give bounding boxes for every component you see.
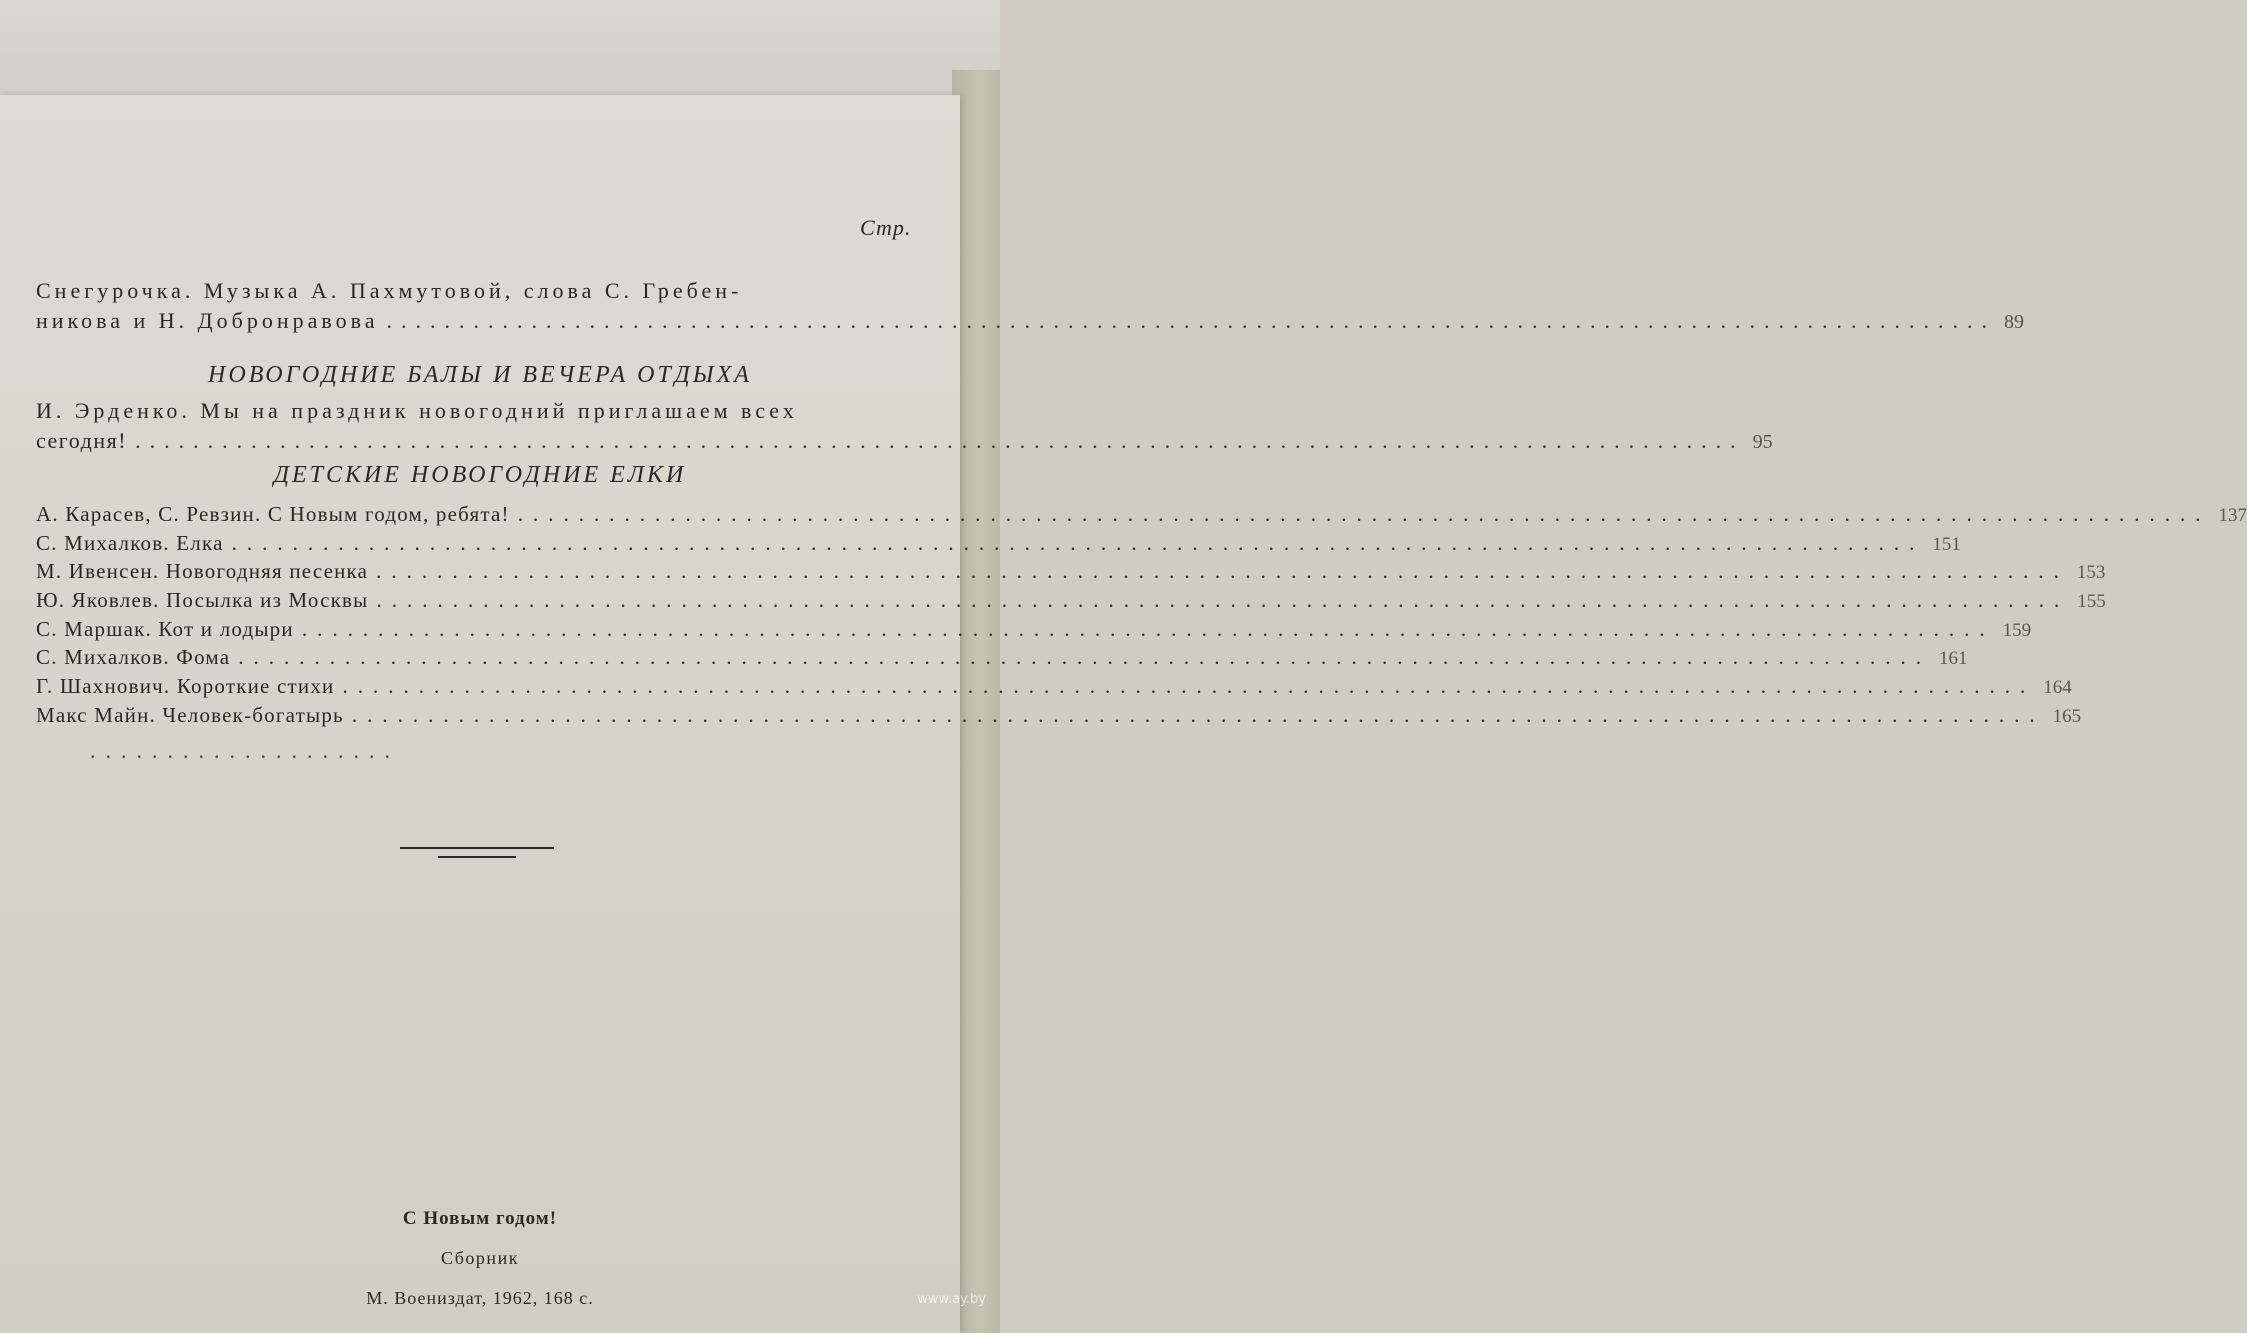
toc-row [36,502,2247,531]
toc-row [36,559,2106,588]
dot-leader [342,674,2035,699]
toc-row-title: С. Маршак. Кот и лодыри [36,616,294,641]
toc-row-page: 164 [2043,677,2072,699]
dot-leader [518,502,2211,527]
toc-row-title: А. Карасев, С. Ревзин. С Новым годом, ребята! [36,502,510,526]
toc-list [36,502,2247,732]
toc-row-page: 151 [1932,533,1961,555]
toc-row-title: Макс Майн. Человек-богатырь [36,702,344,727]
toc-row-page: 155 [2077,591,2106,613]
toc-row-page: 137 [2218,505,2247,526]
toc-row-page: 159 [2002,619,2032,641]
toc-row [36,530,1961,560]
colophon-subtitle: Сборник [441,1248,519,1268]
toc-row [36,702,2082,732]
toc-entry-page: 89 [2003,311,2024,333]
dot-leader [302,617,1995,642]
dot-leader [238,645,1931,670]
toc-entry-snegurochka [36,278,2024,338]
toc-entry-title-line2: сегодня! [36,428,128,453]
dot-leader [135,428,1745,454]
toc-entry-title-line2: никова и Н. Добронравова [36,308,379,333]
section-heading-balls: НОВОГОДНИЕ БАЛЫ И ВЕЧЕРА ОТДЫХА [208,362,752,388]
toc-row-title: С. Михалков. Елка [36,530,224,555]
divider-line [400,847,554,849]
dot-leader [376,559,2069,584]
toc-entry-page: 95 [1752,431,1773,453]
colophon-title: С Новым годом! [402,1208,558,1229]
page-column-header: Стр. [860,215,912,240]
toc-entry-title-line1: И. Эрденко. Мы на праздник новогодний приглашаем всех [36,398,798,423]
divider-line [438,856,516,858]
toc-row [36,588,2106,617]
dot-leader [352,703,2045,728]
toc-row [36,645,1968,674]
dot-leader [232,531,1925,556]
toc-row-title: Г. Шахнович. Короткие стихи [36,674,335,699]
colophon-imprint: М. Воениздат, 1962, 168 с. [366,1288,594,1308]
stray-dot-leader: .................... [90,738,400,763]
toc-row-title: М. Ивенсен. Новогодняя песенка [36,559,369,584]
toc-entry-title-line1: Снегурочка. Музыка А. Пахмутовой, слова С. Гребен- [36,278,743,303]
toc-row-title: С. Михалков. Фома [36,645,231,670]
dot-leader [386,308,1996,334]
toc-row-title: Ю. Яковлев. Посылка из Москвы [36,588,369,613]
toc-row [36,674,2072,703]
toc-row-page: 153 [2076,562,2106,584]
toc-entry-erdenko [36,398,1773,458]
toc-row-page: 165 [2052,705,2082,727]
section-heading-children: ДЕТСКИЕ НОВОГОДНИЕ ЕЛКИ [273,462,687,488]
toc-row-page: 161 [1939,648,1968,670]
site-watermark: www.ay.by [917,1292,986,1307]
toc-row [36,616,2032,646]
dot-leader [376,588,2069,613]
divider-ornament [400,843,554,863]
